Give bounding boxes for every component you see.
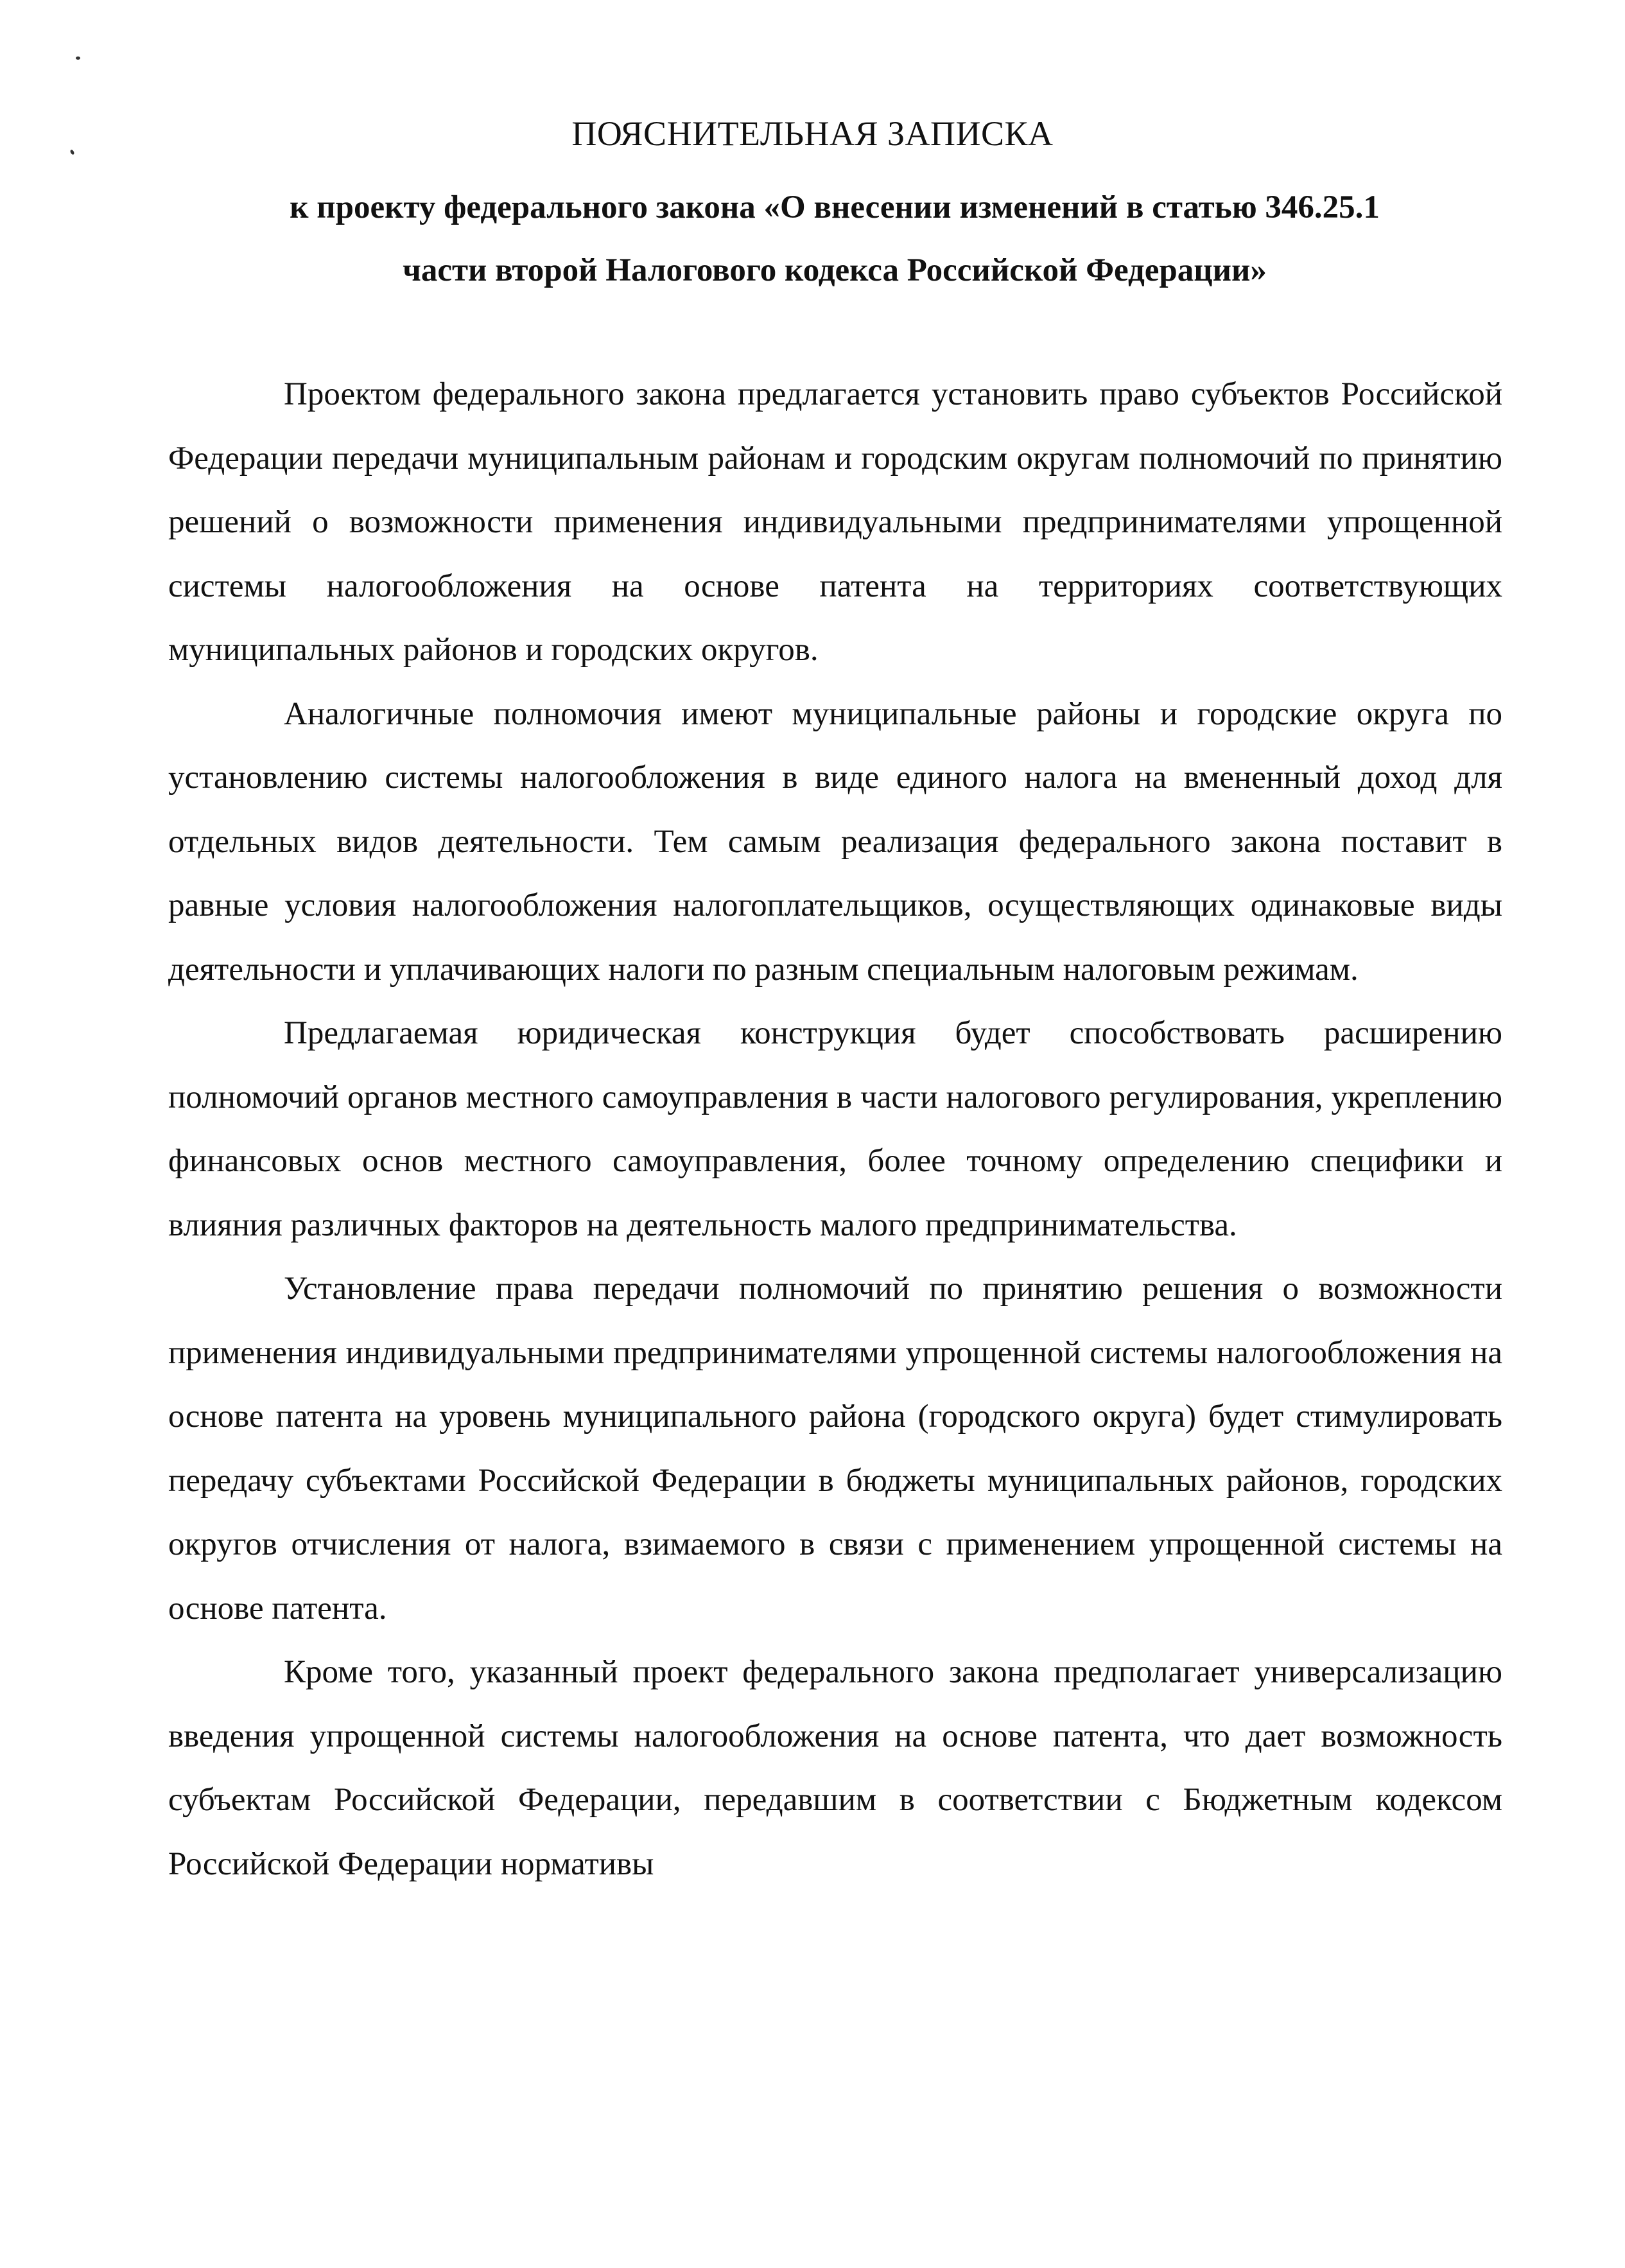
- subheading-line-2: части второй Налогового кодекса Российской Федерации»: [403, 252, 1267, 288]
- paragraph: Аналогичные полномочия имеют муниципальные районы и городские округа по установлению системы налогообложения в виде единого налога на вмененный доход для отдельных видов деятельности. Тем самым реализация федерального закона поставит в равные условия налогообложения налогоплательщиков, осуществляющих одинаковые виды деятельности и уплачивающих налоги по разным специальным налоговым режимам.: [168, 695, 1502, 988]
- paragraph: Предлагаемая юридическая конструкция будет способствовать расширению полномочий органов местного самоуправления в части налогового регулирования, укреплению финансовых основ местного самоуправления, более точному определению специфики и влияния различных факторов на деятельность малого предпринимательства.: [168, 1015, 1502, 1243]
- paragraph: Установление права передачи полномочий по принятию решения о возможности применения индивидуальными предпринимателями упрощенной системы налогообложения на основе патента на уровень муниципального района (городского округа) будет стимулировать передачу субъектами Российской Федерации в бюджеты муниципальных районов, городских округов отчисления от налога, взимаемого в связи с применением упрощенной системы на основе патента.: [168, 1271, 1502, 1627]
- document-body: [168, 363, 1502, 1896]
- scan-speck-mark: [76, 57, 80, 60]
- document-subheading: [167, 176, 1502, 302]
- paragraph: Проектом федерального закона предлагается установить право субъектов Российской Федерации передачи муниципальным районам и городским округам полномочий по принятию решений о возможности применения индивидуальными предпринимателями упрощенной системы налогообложения на основе патента на территориях соответствующих муниципальных районов и городских округов.: [168, 376, 1502, 668]
- paragraph: Кроме того, указанный проект федерального закона предполагает универсализацию введения упрощенной системы налогообложения на основе патента, что дает возможность субъектам Российской Федерации, передавшим в соответствии с Бюджетным кодексом Российской Федерации нормативы: [168, 1654, 1502, 1882]
- subheading-line-1: к проекту федерального закона «О внесении изменений в статью 346.25.1: [290, 189, 1380, 225]
- document-heading: ПОЯСНИТЕЛЬНАЯ ЗАПИСКА: [571, 114, 1054, 153]
